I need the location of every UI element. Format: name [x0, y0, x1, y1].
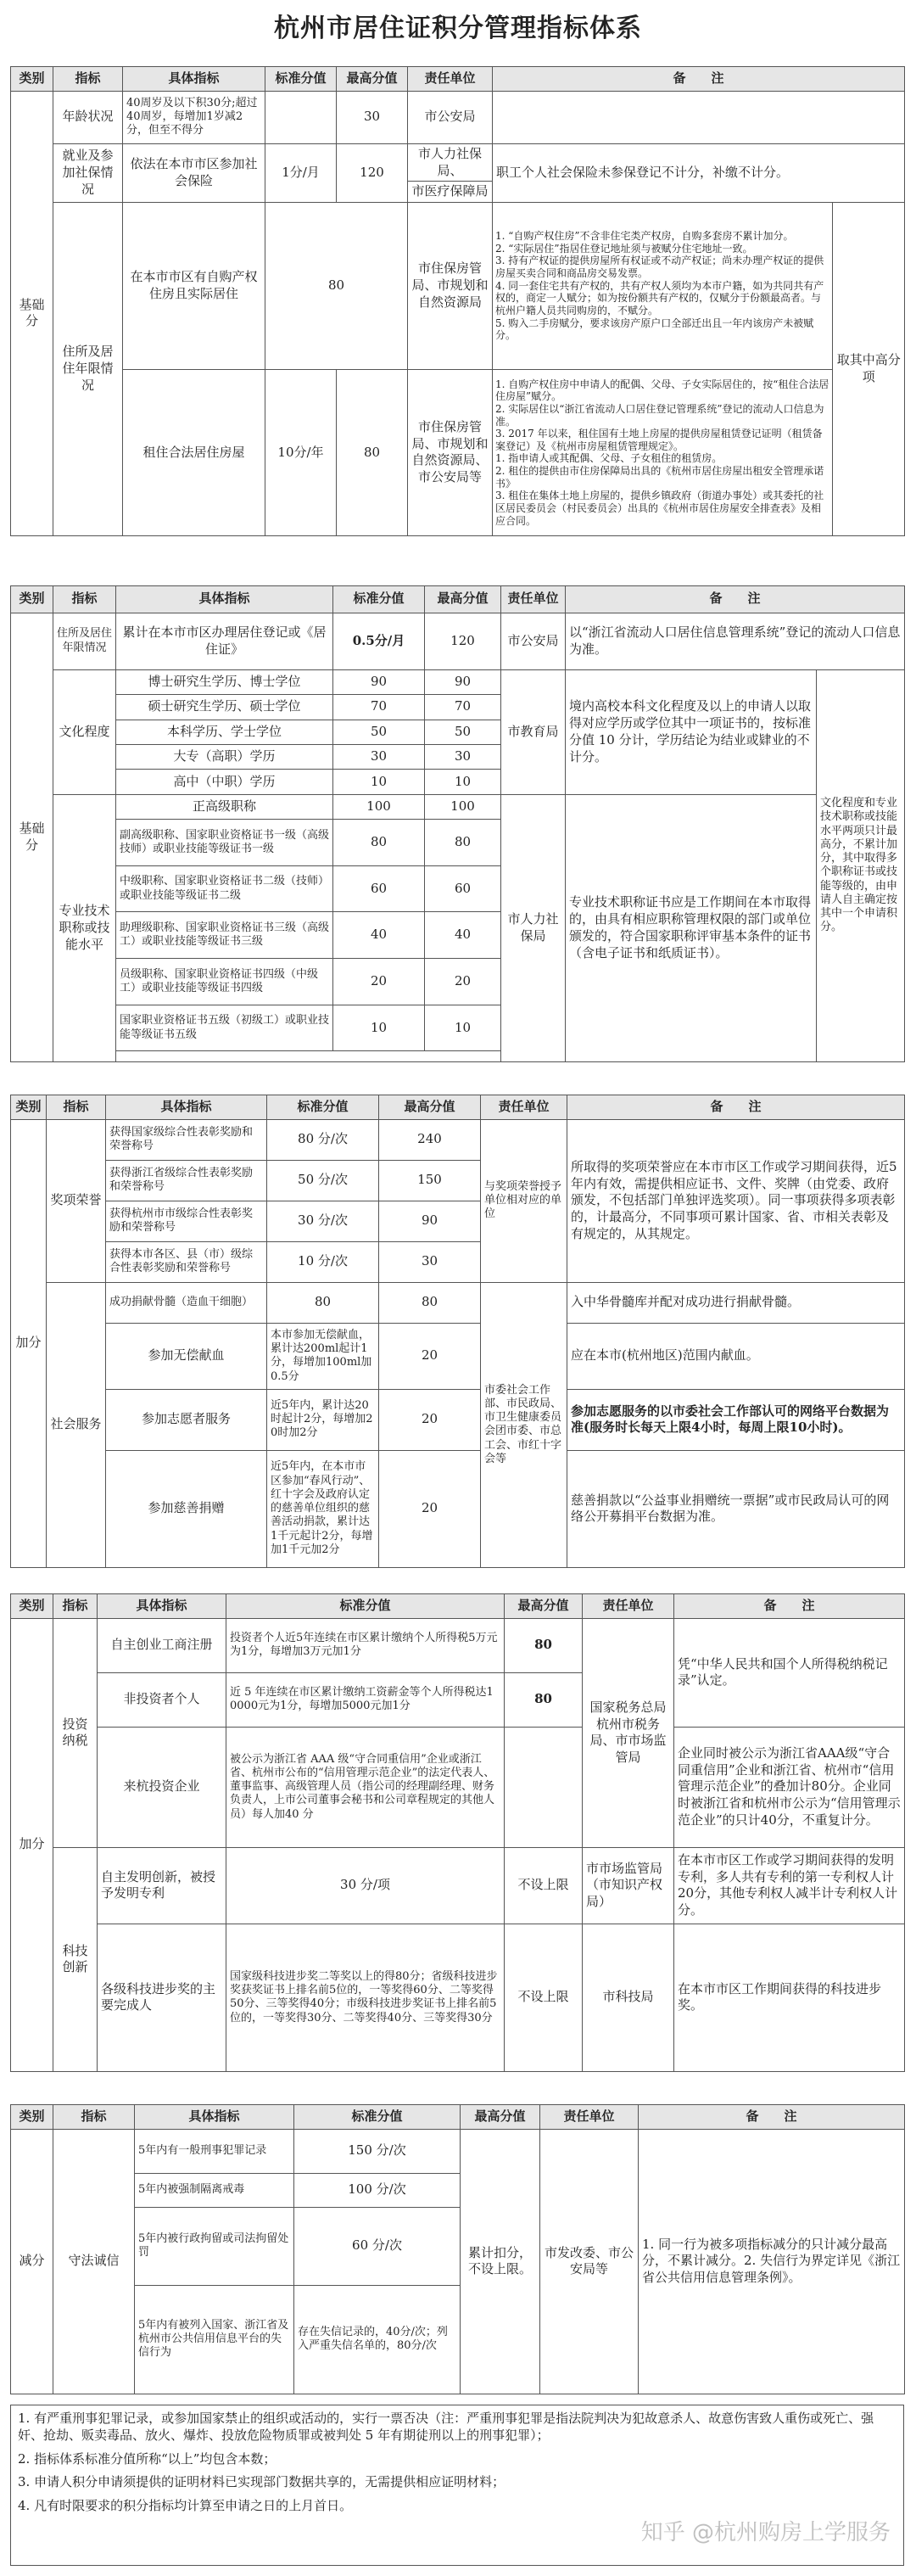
col-max: 最高分值: [337, 67, 408, 92]
category-cell: 加分: [11, 1119, 47, 1567]
note-cell: 职工个人社会保险未参保登记不计分，补缴不计分。: [493, 143, 905, 202]
standard-cell: 50: [333, 720, 425, 744]
unit-cell: 市市场监管局（市知识产权局）: [583, 1847, 674, 1924]
standard-cell: 50 分/次: [267, 1160, 379, 1201]
max-cell: 90: [425, 669, 501, 694]
max-cell: 60: [425, 865, 501, 912]
unit-cell: 市住保房管局、市规划和自然资源局: [408, 203, 493, 370]
max-cell: 20: [379, 1389, 481, 1450]
index-cell: 住所及居住年限情况: [53, 203, 123, 536]
index-cell: 就业及参加社保情况: [53, 143, 123, 202]
max-cell: 30: [425, 744, 501, 769]
standard-cell: 30 分/项: [226, 1847, 505, 1924]
unit-cell: 国家税务总局杭州市税务局、市市场监管局: [583, 1618, 674, 1847]
unit-cell: 市委社会工作部、市民政局、市卫生健康委员会团市委、市总工会、市红十字会等: [481, 1282, 567, 1567]
index-cell: 住所及居住年限情况: [53, 613, 116, 669]
detail-cell: 中级职称、国家职业资格证书二级（技师）或职业技能等级证书二级: [116, 865, 333, 912]
col-detail: 具体指标: [98, 1594, 226, 1619]
note-cell: 境内高校本科文化程度及以上的申请人以取得对应学历或学位其中一项证书的，按标准分值 10 分计，学历结论为结业或肄业的不计分。: [566, 669, 817, 794]
col-type: 类别: [11, 1095, 47, 1120]
detail-cell: 硕士研究生学历、硕士学位: [116, 695, 333, 720]
note-line: 1. “自购产权住房”不含非住宅类产权房，自购多套房不累计加分。: [495, 230, 794, 243]
max-cell: 10: [425, 770, 501, 794]
col-index: 指标: [53, 2105, 135, 2130]
detail-cell: 自主发明创新，被授予发明专利: [98, 1847, 226, 1924]
index-cell: 投资纳税: [53, 1618, 98, 1847]
max-cell: 40: [425, 912, 501, 959]
table-bonus-2: [10, 1593, 905, 2072]
col-unit: 责任单位: [583, 1594, 674, 1619]
house-notes: [493, 203, 905, 535]
standard-cell: 90: [333, 669, 425, 694]
detail-cell: 租住合法居住房屋: [123, 369, 265, 536]
category-cell: 加分: [11, 1618, 53, 2071]
detail-cell: 5年内有一般刑事犯罪记录: [135, 2129, 294, 2173]
col-note: 备 注: [639, 2105, 905, 2130]
detail-cell: 获得浙江省级综合性表彰奖励和荣誉称号: [106, 1160, 267, 1201]
col-index: 指标: [53, 586, 116, 613]
max-cell: 80: [505, 1618, 583, 1672]
unit-cell: 市发改委、市公安局等: [540, 2129, 639, 2394]
unit-cell: 市人力社保局: [501, 794, 566, 1061]
index-cell: 科技创新: [53, 1847, 98, 2071]
note-line: 5. 购入二手房赋分，要求该房产原户口全部迁出且一年内该房产未被赋分。: [495, 316, 814, 342]
category-cell: 基础分: [11, 613, 53, 1061]
max-cell: 240: [379, 1119, 481, 1160]
detail-cell: 参加慈善捐赠: [106, 1450, 267, 1567]
detail-cell: 来杭投资企业: [98, 1727, 226, 1847]
side-note: 文化程度和专业技术职称或技能水平两项只计最高分，不累计加分，其中取得多个职称证书或技能等级的，由申请人自主确定按其中一个申请积分。: [817, 669, 905, 1061]
standard-cell: 80: [333, 820, 425, 866]
max-cell: 150: [379, 1160, 481, 1201]
max-cell: 30: [379, 1241, 481, 1282]
detail-cell: 博士研究生学历、博士学位: [116, 669, 333, 694]
footnote: 4. 凡有时限要求的积分指标均计算至申请之日的上月首日。: [18, 2498, 353, 2514]
note-cell: 应在本市(杭州地区)范围内献血。: [567, 1323, 905, 1389]
col-standard: 标准分值: [333, 586, 425, 613]
col-detail: 具体指标: [135, 2105, 294, 2130]
note-cell: [493, 203, 905, 536]
col-unit: 责任单位: [540, 2105, 639, 2130]
detail-cell: 5年内被强制隔离戒毒: [135, 2173, 294, 2207]
max-cell: 80: [379, 1282, 481, 1323]
col-note: 备 注: [566, 586, 905, 613]
standard-cell: 10: [333, 1005, 425, 1051]
col-index: 指标: [47, 1095, 106, 1120]
standard-cell: 投资者个人近5年连续在市区累计缴纳个人所得税5万元为1分，每增加3万元加1分: [226, 1618, 505, 1672]
standard-cell: 100 分/次: [294, 2173, 461, 2207]
max-cell: 累计扣分，不设上限。: [461, 2129, 540, 2394]
col-type: 类别: [11, 2105, 53, 2130]
max-cell: 20: [379, 1450, 481, 1567]
standard-cell: 10分/年: [265, 369, 337, 536]
col-type: 类别: [11, 586, 53, 613]
note-cell: [493, 91, 905, 143]
note-cell: 专业技术职称证书应是工作期间在本市取得的，由具有相应职称管理权限的部门或单位颁发的，符合国家职称评审基本条件的证书（含电子证书和纸质证书）。: [566, 794, 817, 1061]
unit-line: 市人力社保局、: [408, 144, 492, 182]
standard-cell: 0.5分/月: [333, 613, 425, 669]
col-max: 最高分值: [505, 1594, 583, 1619]
max-cell: 10: [425, 1005, 501, 1051]
detail-cell: 各级科技进步奖的主要完成人: [98, 1924, 226, 2071]
detail-cell: 5年内被行政拘留或司法拘留处罚: [135, 2207, 294, 2285]
index-cell: 文化程度: [53, 669, 116, 794]
detail-cell: 在本市市区有自购产权住房且实际居住: [123, 203, 265, 370]
col-unit: 责任单位: [408, 67, 493, 92]
max-cell: 80: [505, 1672, 583, 1727]
detail-cell: 依法在本市市区参加社会保险: [123, 143, 265, 202]
unit-cell: 市公安局: [408, 91, 493, 143]
standard-cell: 10 分/次: [267, 1241, 379, 1282]
detail-cell: 获得国家级综合性表彰奖励和荣誉称号: [106, 1119, 267, 1160]
note-line: 3. 租住在集体土地上房屋的，提供乡镇政府（街道办事处）或其委托的社区居民委员会（村民委员会）出具的《杭州市居住房屋安全排查表》及相应合同。: [495, 490, 824, 527]
standard-cell: 100: [333, 794, 425, 819]
detail-cell: 参加志愿者服务: [106, 1389, 267, 1450]
unit-cell: 市住保房管局、市规划和自然资源局、市公安局等: [408, 369, 493, 536]
col-max: 最高分值: [461, 2105, 540, 2130]
note-line: 4. 同一套住宅共有产权的，共有产权人须均为本市户籍，如为共同共有产权的，商定一人赋分；如为按份额共有产权的，仅赋分于份额最高者。与杭州户籍人员共同购房的，不赋分。: [495, 279, 824, 316]
note-cell: 参加志愿服务的以市委社会工作部认可的网络平台数据为准(服务时长每天上限4小时，每周上限10小时)。: [567, 1389, 905, 1450]
standard-cell: 本市参加无偿献血，累计达200ml起计1分，每增加100ml加0.5分: [267, 1323, 379, 1389]
max-cell: 不设上限: [505, 1847, 583, 1924]
max-cell: 70: [425, 695, 501, 720]
max-cell: 80: [337, 369, 408, 536]
spacer-cell: [116, 1051, 501, 1062]
note-cell: 入中华骨髓库并配对成功进行捐献骨髓。: [567, 1282, 905, 1323]
note-line: 1. 指申请人或其配偶、父母、子女租住的租赁房。: [495, 452, 723, 465]
col-standard: 标准分值: [267, 1095, 379, 1120]
standard-cell: 20: [333, 959, 425, 1005]
note-line: 3. 持有产权证的提供房屋所有权证或不动产权证；尚未办理产权证的提供房屋买卖合同和商品房交易发票。: [495, 255, 824, 279]
max-cell: 120: [337, 143, 408, 202]
note-line: 2. “实际居住”指居住登记地址须与被赋分住宅地址一致。: [495, 242, 753, 255]
col-max: 最高分值: [425, 586, 501, 613]
note-cell: 慈善捐款以“公益事业捐赠统一票据”或市民政局认可的网络公开募捐平台数据为准。: [567, 1450, 905, 1567]
max-cell: 20: [379, 1323, 481, 1389]
detail-cell: 国家职业资格证书五级（初级工）或职业技能等级证书五级: [116, 1005, 333, 1051]
col-note: 备 注: [493, 67, 905, 92]
note-cell: 凭“中华人民共和国个人所得税纳税记录”认定。: [674, 1618, 905, 1727]
footnote: 1. 有严重刑事犯罪记录，或参加国家禁止的组织或活动的，实行一票否决（注：严重刑事犯罪是指法院判决为犯故意杀人、故意伤害致人重伤或死亡、强奸、抢劫、贩卖毒品、放火、爆炸、投放危险物质罪或被判处 5 年有期徒刑以上的刑事犯罪）；: [18, 2411, 874, 2443]
note-cell: 1. 同一行为被多项指标减分的只计减分最高分，不累计减分。2. 失信行为界定详见《浙江省公共信用信息管理条例》。: [639, 2129, 905, 2394]
unit-cell: [408, 143, 493, 202]
category-cell: 基础分: [11, 91, 53, 535]
detail-cell: 成功捐献骨髓（造血干细胞）: [106, 1282, 267, 1323]
col-index: 指标: [53, 1594, 98, 1619]
max-cell: 120: [425, 613, 501, 669]
rent-notes: [493, 369, 832, 535]
standard-cell: 10: [333, 770, 425, 794]
col-type: 类别: [11, 1594, 53, 1619]
index-cell: 守法诚信: [53, 2129, 135, 2394]
max-cell: 20: [425, 959, 501, 1005]
col-note: 备 注: [567, 1095, 905, 1120]
standard-cell: 国家级科技进步奖二等奖以上的得80分；省级科技进步奖获奖证书上排名前5位的，一等奖得60分、二等奖得50分、三等奖得40分；市级科技进步奖证书上排名前5位的，一等奖得30分、二等奖得40分、三等奖得30分: [226, 1924, 505, 2071]
standard-cell: 近5年内，在本市市区参加“春风行动”、红十字会及政府认定的慈善单位组织的慈善活动捐款，累计达1千元起计2分，每增加1千元加2分: [267, 1450, 379, 1567]
index-cell: 社会服务: [47, 1282, 106, 1567]
table-basic-2: [10, 585, 905, 1062]
max-cell: 50: [425, 720, 501, 744]
col-standard: 标准分值: [265, 67, 337, 92]
detail-cell: 参加无偿献血: [106, 1323, 267, 1389]
footnote: 3. 申请人积分申请须提供的证明材料已实现部门数据共享的，无需提供相应证明材料；: [18, 2474, 505, 2490]
category-cell: 减分: [11, 2129, 53, 2394]
detail-cell: 助理级职称、国家职业资格证书三级（高级工）或职业技能等级证书三级: [116, 912, 333, 959]
note-line: 3. 2017 年以来，租住国有土地上房屋的提供房屋租赁登记证明（租赁备案登记）及《杭州市房屋租赁管理规定》。: [495, 428, 823, 452]
col-type: 类别: [11, 67, 53, 92]
detail-cell: 大专（高职）学历: [116, 744, 333, 769]
standard-cell: 近5年内，累计达20时起计2分，每增加20时加2分: [267, 1389, 379, 1450]
standard-cell: 60: [333, 865, 425, 912]
table-basic-1: [10, 66, 905, 536]
detail-cell: 获得杭州市市级综合性表彰奖励和荣誉称号: [106, 1201, 267, 1241]
note-cell: 在本市市区工作或学习期间获得的发明专利，多人共有专利的第一专利权人计20分，其他专利权人减半计专利权人计分。: [674, 1847, 905, 1924]
standard-cell: 近 5 年连续在市区累计缴纳工资薪金等个人所得税达10000元为1分，每增加5000元加1分: [226, 1672, 505, 1727]
col-unit: 责任单位: [481, 1095, 567, 1120]
standard-cell: 60 分/次: [294, 2207, 461, 2285]
standard-cell: 存在失信记录的，40分/次；列入严重失信名单的，80分/次: [294, 2285, 461, 2394]
detail-cell: 员级职称、国家职业资格证书四级（中级工）或职业技能等级证书四级: [116, 959, 333, 1005]
detail-cell: 本科学历、学士学位: [116, 720, 333, 744]
standard-cell: 80 分/次: [267, 1119, 379, 1160]
max-cell: 80: [425, 820, 501, 866]
table-deduct: [10, 2104, 905, 2394]
detail-cell: 自主创业工商注册: [98, 1618, 226, 1672]
standard-cell: 被公示为浙江省 AAA 级“守合同重信用”企业或浙江省、杭州市公布的“信用管理示范企业”的法定代表人、董事监事、高级管理人员（指公司的经理副经理、财务负责人，上市公司董事会秘书和公司章程规定的其他人员）每人加40 分: [226, 1727, 505, 1847]
standard-cell: 70: [333, 695, 425, 720]
watermark: 知乎 @杭州购房上学服务: [640, 2520, 891, 2545]
standard-cell: 80: [267, 1282, 379, 1323]
unit-cell: 市公安局: [501, 613, 566, 669]
col-index: 指标: [53, 67, 123, 92]
col-standard: 标准分值: [226, 1594, 505, 1619]
page-title: 杭州市居住证积分管理指标体系: [274, 14, 642, 43]
index-cell: 专业技术职称或技能水平: [53, 794, 116, 1061]
col-max: 最高分值: [379, 1095, 481, 1120]
detail-cell: 获得本市各区、县（市）级综合性表彰奖励和荣誉称号: [106, 1241, 267, 1282]
standard-cell: 150 分/次: [294, 2129, 461, 2173]
note-line: 1. 自购产权住房中申请人的配偶、父母、子女实际居住的，按“租住合法居住房屋”赋分。: [495, 378, 829, 403]
side-note: 取其中高分项: [836, 352, 901, 385]
table-bonus-1: [10, 1095, 905, 1568]
unit-cell: 市科技局: [583, 1924, 674, 2071]
max-cell: 90: [379, 1201, 481, 1241]
max-cell: 30: [337, 91, 408, 143]
index-cell: 奖项荣誉: [47, 1119, 106, 1282]
note-cell: 在本市市区工作期间获得的科技进步奖。: [674, 1924, 905, 2071]
own-notes: [493, 203, 832, 369]
note-cell: 所取得的奖项荣誉应在本市市区工作或学习期间获得，近5年内有效，需提供相应证书、文件、奖牌（由党委、政府颁发，不包括部门单独评选奖项）。同一事项获得多项表彰的，计最高分，不同事项可累计国家、省、市相关表彰及有规定的，从其规定。: [567, 1119, 905, 1282]
standard-cell: 40: [333, 912, 425, 959]
standard-cell: 30: [333, 744, 425, 769]
detail-cell: 高中（中职）学历: [116, 770, 333, 794]
unit-cell: 与奖项荣誉授予单位相对应的单位: [481, 1119, 567, 1282]
col-detail: 具体指标: [106, 1095, 267, 1120]
detail-cell: 5年内有被列入国家、浙江省及杭州市公共信用信息平台的失信行为: [135, 2285, 294, 2394]
col-note: 备 注: [674, 1594, 905, 1619]
note-cell: 企业同时被公示为浙江省AAA级“守合同重信用”企业和浙江省、杭州市“信用管理示范企业”的叠加计80分。企业同时被浙江省和杭州市公示为“信用管理示范企业”的只计40分，不重复计分。: [674, 1727, 905, 1847]
footnote: 2. 指标体系标准分值所称“以上”均包含本数；: [18, 2450, 276, 2467]
col-standard: 标准分值: [294, 2105, 461, 2130]
col-detail: 具体指标: [116, 586, 333, 613]
index-cell: 年龄状况: [53, 91, 123, 143]
note-line: 2. 租住的提供由市住房保障局出具的《杭州市居住房屋出租安全管理承诺书》: [495, 465, 824, 490]
max-cell: 80: [265, 203, 408, 370]
detail-cell: 正高级职称: [116, 794, 333, 819]
max-cell: 不设上限: [505, 1924, 583, 2071]
col-unit: 责任单位: [501, 586, 566, 613]
max-cell: [505, 1727, 583, 1847]
standard-cell: 1分/月: [265, 143, 337, 202]
unit-line: 市医疗保障局: [411, 183, 489, 199]
detail-cell: 非投资者个人: [98, 1672, 226, 1727]
detail-cell: 40周岁及以下积30分;超过40周岁，每增加1岁减2分，但至不得分: [123, 91, 265, 143]
detail-cell: 副高级职称、国家职业资格证书一级（高级技师）或职业技能等级证书一级: [116, 820, 333, 866]
standard-cell: 30 分/次: [267, 1201, 379, 1241]
note-line: 2. 实际居住以“浙江省流动人口居住登记管理系统”登记的流动人口信息为准。: [495, 402, 824, 428]
col-detail: 具体指标: [123, 67, 265, 92]
max-cell: 100: [425, 794, 501, 819]
standard-cell: [265, 91, 337, 143]
unit-cell: 市教育局: [501, 669, 566, 794]
detail-cell: 累计在本市市区办理居住登记或《居住证》: [116, 613, 333, 669]
note-cell: 以“浙江省流动人口居住信息管理系统”登记的流动人口信息为准。: [566, 613, 905, 669]
